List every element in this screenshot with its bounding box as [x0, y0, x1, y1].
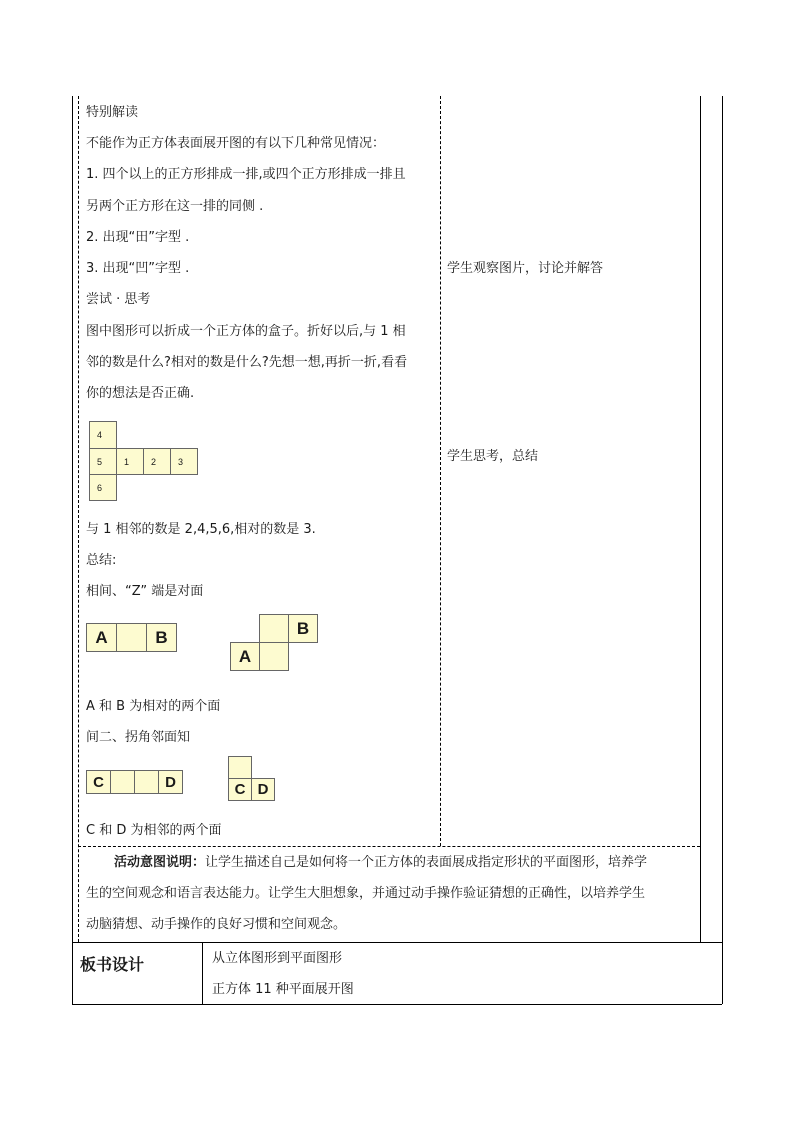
- question-line-3: 你的想法是否正确.: [86, 386, 195, 401]
- board-label: 板书设计: [80, 955, 145, 974]
- numbered-cube-net: [89, 421, 199, 501]
- inner-right-border: [700, 96, 701, 942]
- side-note-2: 学生思考，总结: [447, 449, 539, 464]
- fig-label: B: [296, 618, 310, 638]
- fig-label: D: [165, 773, 176, 791]
- net-cell-3: [170, 448, 198, 475]
- figure-ab-z: [230, 614, 320, 672]
- fig2-cell-b: [288, 614, 318, 643]
- rule-2: 2. 出现“田”字型 .: [86, 230, 190, 245]
- fig3-cell-2: [110, 770, 135, 794]
- net-cell-1: [116, 448, 144, 475]
- question-line-1: 图中图形可以折成一个正方体的盒子。折好以后,与 1 相: [86, 324, 406, 339]
- fig4-cell-top: [228, 756, 252, 779]
- net-cell-5: [89, 448, 117, 475]
- fig-label: C: [234, 781, 246, 798]
- intent-label: 活动意图说明：: [114, 855, 206, 870]
- net-label: 4: [97, 430, 103, 440]
- rule-3: 3. 出现“凹”字型 .: [86, 261, 190, 276]
- intent-line-1: [114, 855, 647, 871]
- side-note-1: 学生观察图片，讨论并解答: [447, 261, 604, 276]
- conclusion-cd: C 和 D 为相邻的两个面: [86, 823, 222, 838]
- section-heading: 特别解读: [86, 105, 139, 120]
- net-cell-6: [89, 474, 117, 501]
- fig2-cell-a: [230, 642, 260, 671]
- figure-cd-corner: [228, 756, 276, 802]
- fig1-cell-a: [86, 623, 117, 652]
- fig3-cell-3: [134, 770, 159, 794]
- board-line-1: 从立体图形到平面图形: [212, 951, 343, 966]
- fig-label: A: [95, 627, 108, 647]
- frame-left: [72, 96, 73, 1004]
- try-heading: 尝试 · 思考: [86, 292, 151, 307]
- intent-text-1: 让学生描述自己是如何将一个正方体的表面展成指定形状的平面图形，培养学: [205, 855, 648, 870]
- fig4-cell-c: [228, 778, 252, 801]
- fig1-cell-mid: [116, 623, 147, 652]
- net-cell-4: [89, 421, 117, 449]
- net-label: 1: [124, 456, 130, 467]
- left-inner-border: [78, 96, 79, 942]
- fig2-cell-bottom-mid: [259, 642, 289, 671]
- question-line-2: 邻的数是什么?相对的数是什么?先想一想,再折一折,看看: [86, 355, 408, 370]
- conclusion-ab: A 和 B 为相对的两个面: [86, 699, 221, 714]
- rule-1: 1. 四个以上的正方形排成一排,或四个正方形排成一排且: [86, 167, 406, 182]
- board-divider: [202, 942, 203, 1004]
- net-label: 5: [97, 456, 103, 467]
- fig3-cell-d: [158, 770, 183, 794]
- net-label: 2: [151, 456, 157, 467]
- column-divider: [440, 96, 441, 846]
- frame-right: [722, 96, 723, 1004]
- table-bottom-line: [72, 1004, 722, 1005]
- intro-text: 不能作为正方体表面展开图的有以下几种常见情况：: [86, 136, 386, 151]
- rule-1-cont: 另两个正方形在这一排的同侧 .: [86, 199, 264, 214]
- fig-label: B: [155, 627, 168, 647]
- net-cell-2: [143, 448, 171, 475]
- fig1-cell-b: [146, 623, 177, 652]
- intent-line-3: 动脑猜想、动手操作的良好习惯和空间观念。: [86, 917, 347, 932]
- net-label: 3: [178, 456, 184, 467]
- net-label: 6: [97, 482, 103, 493]
- fig4-cell-d: [251, 778, 275, 801]
- rule-adjacent: 间二、拐角邻面知: [86, 730, 191, 745]
- board-top-line: [72, 942, 722, 943]
- intent-divider: [78, 846, 700, 847]
- figure-cd-row: [86, 770, 182, 795]
- fig-label: A: [238, 646, 252, 666]
- fig-label: C: [93, 773, 104, 791]
- summary-label: 总结:: [86, 553, 117, 568]
- figure-ab-row: [86, 623, 178, 653]
- answer-text: 与 1 相邻的数是 2,4,5,6,相对的数是 3.: [86, 522, 316, 537]
- board-line-2: 正方体 11 种平面展开图: [212, 982, 354, 997]
- intent-line-2: 生的空间观念和语言表达能力。让学生大胆想象，并通过动手操作验证猜想的正确性，以培养学生: [86, 886, 646, 901]
- fig2-cell-top-mid: [259, 614, 289, 643]
- fig-label: D: [257, 781, 269, 798]
- rule-opposite: 相间、“Z” 端是对面: [86, 584, 204, 599]
- fig3-cell-c: [86, 770, 111, 794]
